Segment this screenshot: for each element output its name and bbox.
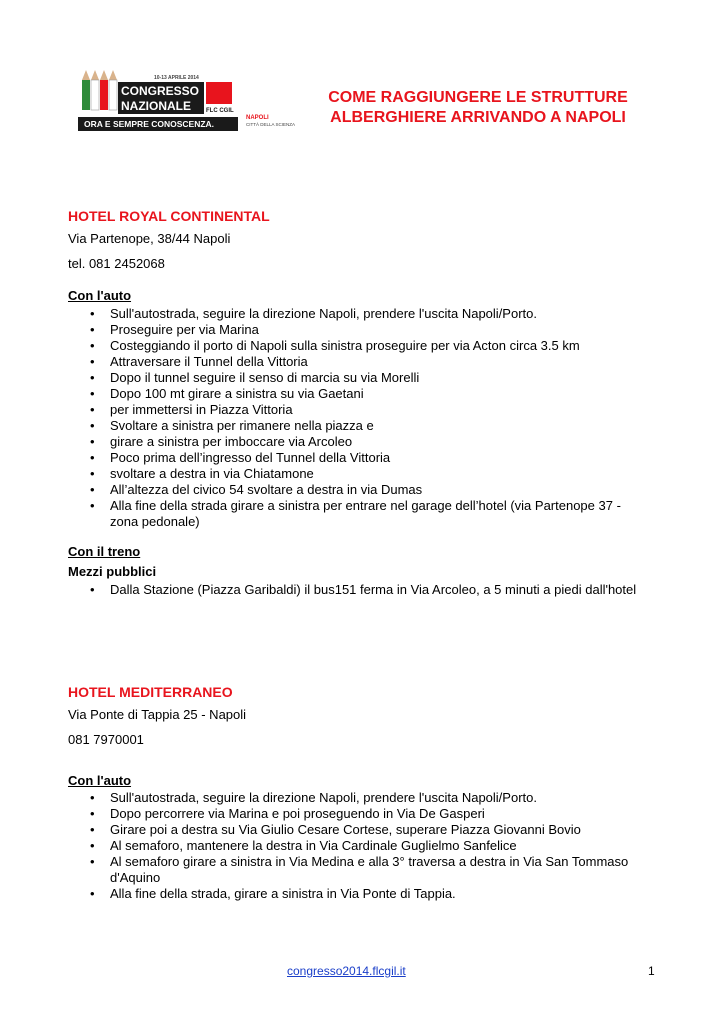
page-title: [300, 88, 656, 128]
list-item: • Al semaforo girare a sinistra in Via Medina e alla 3° traversa a destra in Via San Tommaso d'Aquino: [68, 854, 650, 886]
hotel-name: HOTEL MEDITERRANEO: [68, 684, 233, 700]
list-item: • All’altezza del civico 54 svoltare a destra in via Dumas: [68, 482, 668, 498]
pencils-graphic: [82, 70, 117, 110]
car-heading: Con l'auto: [68, 288, 132, 303]
logo-dates: 10-13 APRILE 2014: [154, 75, 199, 81]
footer-website-link[interactable]: congresso2014.flcgil.it: [287, 964, 406, 978]
list-item: • Poco prima dell’ingresso del Tunnel della Vittoria: [68, 450, 668, 466]
list-item: • Alla fine della strada girare a sinistra per entrare nel garage dell’hotel (via Partenope 37 - zona pedonale): [68, 498, 650, 530]
list-item: • Sull'autostrada, seguire la direzione Napoli, prendere l'uscita Napoli/Porto.: [68, 790, 668, 806]
list-item: • Proseguire per via Marina: [68, 322, 668, 338]
list-item: • Dopo 100 mt girare a sinistra su via Gaetani: [68, 386, 668, 402]
list-item: • per immettersi in Piazza Vittoria: [68, 402, 668, 418]
logo-line2: NAZIONALE: [121, 99, 191, 113]
list-item: • Alla fine della strada, girare a sinistra in Via Ponte di Tappia.: [68, 886, 668, 902]
logo-org: FLC CGIL: [206, 108, 234, 114]
hotel-address: Via Ponte di Tappia 25 - Napoli: [68, 707, 247, 722]
list-item: • svoltare a destra in via Chiatamone: [68, 466, 668, 482]
transport-directions-list: [68, 582, 668, 598]
train-heading: Con il treno: [68, 544, 141, 559]
list-item: • Girare poi a destra su Via Giulio Cesare Cortese, superare Piazza Giovanni Bovio: [68, 822, 668, 838]
hotel-name: HOTEL ROYAL CONTINENTAL: [68, 208, 270, 224]
list-item: • Dopo percorrere via Marina e poi proseguendo in Via De Gasperi: [68, 806, 668, 822]
hotel-mediterraneo: [68, 683, 668, 902]
page-number: 1: [648, 964, 655, 978]
hotel-phone: tel. 081 2452068: [68, 256, 165, 271]
list-item: • girare a sinistra per imboccare via Arcoleo: [68, 434, 668, 450]
list-item: • Costeggiando il porto di Napoli sulla sinistra proseguire per via Acton circa 3.5 km: [68, 338, 668, 354]
car-directions-list: [68, 790, 668, 902]
logo-city-sub: CITTÀ DELLA SCIENZA: [246, 122, 296, 127]
list-item: • Al semaforo, mantenere la destra in Via Cardinale Guglielmo Sanfelice: [68, 838, 668, 854]
title-line-1: COME RAGGIUNGERE LE STRUTTURE: [328, 89, 628, 106]
car-heading: Con l'auto: [68, 773, 132, 788]
hotel-address: Via Partenope, 38/44 Napoli: [68, 231, 231, 246]
hotel-phone: 081 7970001: [68, 732, 144, 747]
title-line-2: ALBERGHIERE ARRIVANDO A NAPOLI: [330, 109, 626, 126]
list-item: • Dopo il tunnel seguire il senso di marcia su via Morelli: [68, 370, 668, 386]
congress-logo: [78, 68, 296, 134]
logo-line1: CONGRESSO: [121, 84, 200, 98]
logo-city: NAPOLI: [246, 115, 269, 121]
hotel-royal-continental: [68, 207, 668, 598]
list-item: • Svoltare a sinistra per rimanere nella piazza e: [68, 418, 668, 434]
car-directions-list: [68, 306, 668, 530]
list-item: • Sull'autostrada, seguire la direzione Napoli, prendere l'uscita Napoli/Porto.: [68, 306, 668, 322]
list-item: • Attraversare il Tunnel della Vittoria: [68, 354, 668, 370]
logo-slogan: ORA E SEMPRE CONOSCENZA.: [84, 119, 215, 129]
list-item: • Dalla Stazione (Piazza Garibaldi) il bus151 ferma in Via Arcoleo, a 5 minuti a piedi dall'hotel: [68, 582, 668, 598]
transport-heading: Mezzi pubblici: [68, 564, 157, 579]
